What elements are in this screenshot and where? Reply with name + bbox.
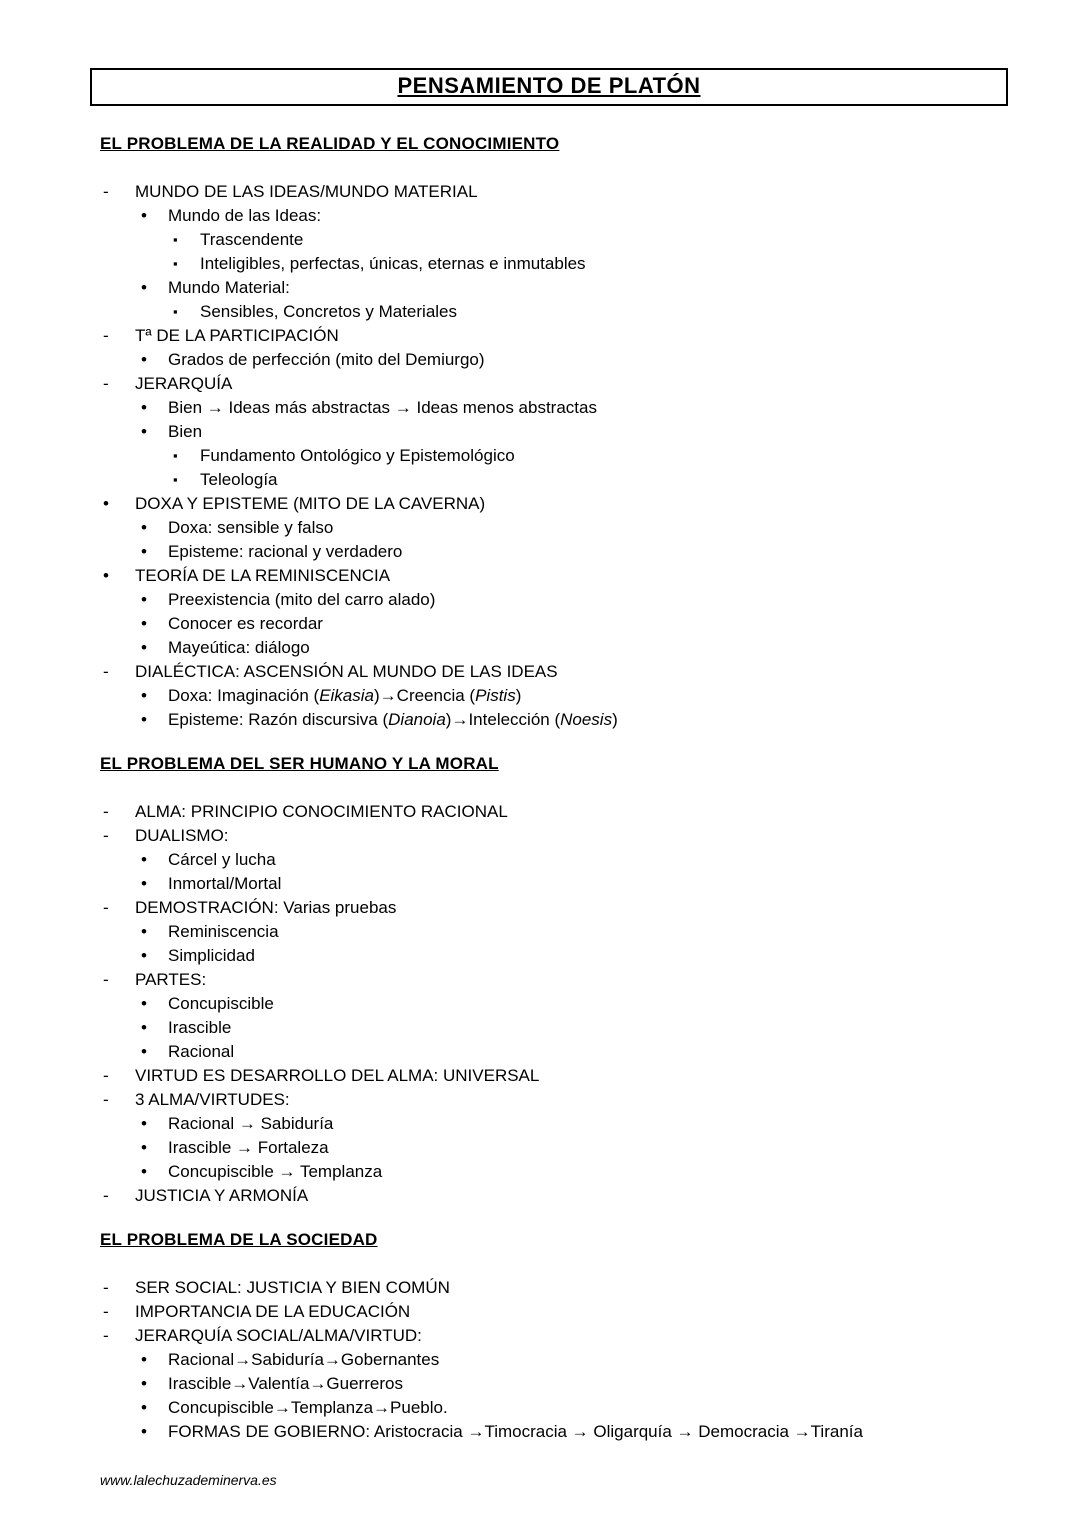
list-item-text: Doxa: sensible y falso — [168, 518, 334, 537]
list-item — [100, 516, 1040, 540]
bullet-marker: • — [141, 1138, 147, 1157]
list-item — [100, 660, 1040, 684]
list-item — [100, 1016, 1040, 1040]
list-item-text: Mundo de las Ideas: — [168, 206, 322, 225]
dash-marker: - — [103, 898, 109, 917]
list-item — [100, 300, 1040, 324]
list-item-text: IMPORTANCIA DE LA EDUCACIÓN — [135, 1302, 411, 1321]
list-item — [100, 324, 1040, 348]
list-item-text: Mayeútica: diálogo — [168, 638, 310, 657]
list-item — [100, 348, 1040, 372]
list-item-text: ALMA: PRINCIPIO CONOCIMIENTO RACIONAL — [135, 802, 508, 821]
dash-marker: - — [103, 1186, 109, 1205]
list-item — [100, 276, 1040, 300]
text-fragment: )→Intelección ( — [445, 710, 561, 729]
list-item — [100, 944, 1040, 968]
list-item-text: Irascible→Valentía→Guerreros — [168, 1374, 403, 1393]
bullet-marker: • — [141, 1042, 147, 1061]
list-item-text: Fundamento Ontológico y Epistemológico — [200, 446, 515, 465]
bullet-marker: • — [141, 1350, 147, 1369]
italic-term: Eikasia — [319, 686, 374, 705]
list-item — [100, 1348, 1040, 1372]
list-item-text: FORMAS DE GOBIERNO: Aristocracia →Timocracia → Oligarquía → Democracia →Tiranía — [168, 1422, 863, 1441]
document-sections — [100, 132, 1040, 1444]
bullet-marker: • — [141, 1398, 147, 1417]
list-item — [100, 708, 1040, 732]
content-section — [100, 1228, 1040, 1444]
list-item-text: Tª DE LA PARTICIPACIÓN — [135, 326, 339, 345]
bullet-marker: • — [141, 922, 147, 941]
bullet-marker: • — [141, 614, 147, 633]
italic-term: Noesis — [560, 710, 613, 729]
list-item — [100, 824, 1040, 848]
dash-marker: - — [103, 1302, 109, 1321]
list-item-text: JUSTICIA Y ARMONÍA — [135, 1186, 309, 1205]
list-item — [100, 1040, 1040, 1064]
bullet-marker: • — [141, 1162, 147, 1181]
list-item — [100, 564, 1040, 588]
list-item — [100, 228, 1040, 252]
list-item-text: DUALISMO: — [135, 826, 229, 845]
list-item — [100, 588, 1040, 612]
list-item-text: SER SOCIAL: JUSTICIA Y BIEN COMÚN — [135, 1278, 450, 1297]
list-item — [100, 1324, 1040, 1348]
list-item-text: Grados de perfección (mito del Demiurgo) — [168, 350, 485, 369]
text-fragment: Episteme: Razón discursiva ( — [168, 710, 389, 729]
list-item-text: Teleología — [200, 470, 278, 489]
list-item — [100, 1300, 1040, 1324]
list-item — [100, 1160, 1040, 1184]
bullet-marker: • — [141, 710, 147, 729]
list-item — [100, 1276, 1040, 1300]
dash-marker: - — [103, 374, 109, 393]
list-item — [100, 396, 1040, 420]
bullet-marker: • — [141, 398, 147, 417]
list-item — [100, 872, 1040, 896]
section-heading: EL PROBLEMA DE LA SOCIEDAD — [100, 1230, 378, 1249]
list-item-text: Inmortal/Mortal — [168, 874, 282, 893]
content-section — [100, 752, 1040, 1208]
list-item-text: Concupiscible — [168, 994, 274, 1013]
list-item-text: PARTES: — [135, 970, 207, 989]
list-item-text: MUNDO DE LAS IDEAS/MUNDO MATERIAL — [135, 182, 478, 201]
dash-marker: - — [103, 970, 109, 989]
list-item-text: DEMOSTRACIÓN: Varias pruebas — [135, 898, 397, 917]
bullet-marker: • — [141, 518, 147, 537]
list-item — [100, 1396, 1040, 1420]
list-item-text — [100, 708, 1040, 732]
dash-marker: - — [103, 826, 109, 845]
content-section — [100, 132, 1040, 732]
list-item-text: Trascendente — [200, 230, 304, 249]
list-item — [100, 800, 1040, 824]
list-item-text: Racional — [168, 1042, 235, 1061]
list-item — [100, 848, 1040, 872]
text-fragment: ) — [515, 686, 522, 705]
text-fragment: ) — [612, 710, 618, 729]
dash-marker: - — [103, 1326, 109, 1345]
list-item — [100, 420, 1040, 444]
list-item — [100, 444, 1040, 468]
bullet-marker: • — [141, 994, 147, 1013]
list-item — [100, 492, 1040, 516]
list-item-text: Sensibles, Concretos y Materiales — [200, 302, 458, 321]
list-item-text: JERARQUÍA SOCIAL/ALMA/VIRTUD: — [135, 1326, 422, 1345]
list-item-text: Reminiscencia — [168, 922, 279, 941]
list-item-text: Conocer es recordar — [168, 614, 323, 633]
list-item-text: JERARQUÍA — [135, 374, 233, 393]
list-item-text: Cárcel y lucha — [168, 850, 276, 869]
list-item — [100, 468, 1040, 492]
bullet-marker: • — [141, 542, 147, 561]
text-fragment: Doxa: Imaginación ( — [168, 686, 320, 705]
list-item-text: Concupiscible→Templanza→Pueblo. — [168, 1398, 448, 1417]
bullet-marker: • — [141, 278, 147, 297]
list-item-text: Irascible → Fortaleza — [168, 1138, 329, 1157]
bullet-marker: • — [141, 874, 147, 893]
text-fragment: )→Creencia ( — [374, 686, 476, 705]
dash-marker: - — [103, 326, 109, 345]
list-item — [100, 1136, 1040, 1160]
square-marker: ▪ — [173, 472, 178, 487]
italic-term: Pistis — [475, 686, 516, 705]
list-item-text: Episteme: racional y verdadero — [168, 542, 403, 561]
list-item — [100, 540, 1040, 564]
list-item-text: VIRTUD ES DESARROLLO DEL ALMA: UNIVERSAL — [135, 1066, 540, 1085]
bullet-marker: • — [141, 946, 147, 965]
title-box — [90, 68, 1008, 106]
page-title: PENSAMIENTO DE PLATÓN — [397, 73, 701, 98]
section-heading: EL PROBLEMA DEL SER HUMANO Y LA MORAL — [100, 754, 499, 773]
bullet-marker: • — [141, 1114, 147, 1133]
list-item — [100, 1372, 1040, 1396]
list-item-text: Inteligibles, perfectas, únicas, eternas e inmutables — [200, 254, 586, 273]
square-marker: ▪ — [173, 232, 178, 247]
list-item-text: DIALÉCTICA: ASCENSIÓN AL MUNDO DE LAS IDEAS — [135, 662, 558, 681]
bullet-marker: • — [141, 350, 147, 369]
bullet-marker: • — [141, 1422, 147, 1441]
list-item — [100, 920, 1040, 944]
bullet-marker: • — [141, 1374, 147, 1393]
list-item — [100, 636, 1040, 660]
list-item-text: Bien → Ideas más abstractas → Ideas menos abstractas — [168, 398, 597, 417]
section-heading: EL PROBLEMA DE LA REALIDAD Y EL CONOCIMIENTO — [100, 134, 560, 153]
list-item-text: DOXA Y EPISTEME (MITO DE LA CAVERNA) — [135, 494, 486, 513]
list-item — [100, 968, 1040, 992]
list-item-text — [100, 684, 1040, 708]
square-marker: ▪ — [173, 256, 178, 271]
dash-marker: - — [103, 802, 109, 821]
bullet-marker: • — [103, 494, 109, 513]
square-marker: ▪ — [173, 448, 178, 463]
list-item — [100, 1112, 1040, 1136]
list-item — [100, 372, 1040, 396]
list-item-text: Concupiscible → Templanza — [168, 1162, 383, 1181]
dash-marker: - — [103, 1090, 109, 1109]
list-item — [100, 896, 1040, 920]
bullet-marker: • — [141, 1018, 147, 1037]
list-item — [100, 992, 1040, 1016]
list-item-text: Racional→Sabiduría→Gobernantes — [168, 1350, 440, 1369]
dash-marker: - — [103, 1278, 109, 1297]
dash-marker: - — [103, 1066, 109, 1085]
list-item — [100, 1064, 1040, 1088]
list-item — [100, 180, 1040, 204]
list-item-text: Bien — [168, 422, 203, 441]
list-item-text: Mundo Material: — [168, 278, 290, 297]
bullet-marker: • — [141, 850, 147, 869]
list-item-text: Racional → Sabiduría — [168, 1114, 334, 1133]
list-item-text: Preexistencia (mito del carro alado) — [168, 590, 436, 609]
dash-marker: - — [103, 662, 109, 681]
list-item — [100, 1088, 1040, 1112]
list-item — [100, 684, 1040, 708]
square-marker: ▪ — [173, 304, 178, 319]
list-item-text: Simplicidad — [168, 946, 255, 965]
list-item-text: Irascible — [168, 1018, 232, 1037]
italic-term: Dianoia — [388, 710, 446, 729]
bullet-marker: • — [141, 638, 147, 657]
bullet-marker: • — [141, 590, 147, 609]
bullet-marker: • — [103, 566, 109, 585]
list-item-text: TEORÍA DE LA REMINISCENCIA — [135, 566, 391, 585]
dash-marker: - — [103, 182, 109, 201]
list-item — [100, 612, 1040, 636]
list-item — [100, 252, 1040, 276]
list-item-text: 3 ALMA/VIRTUDES: — [135, 1090, 290, 1109]
bullet-marker: • — [141, 686, 147, 705]
list-item — [100, 1420, 1040, 1444]
footer-url: www.lalechuzademinerva.es — [100, 1472, 277, 1488]
bullet-marker: • — [141, 422, 147, 441]
bullet-marker: • — [141, 206, 147, 225]
list-item — [100, 1184, 1040, 1208]
list-item — [100, 204, 1040, 228]
